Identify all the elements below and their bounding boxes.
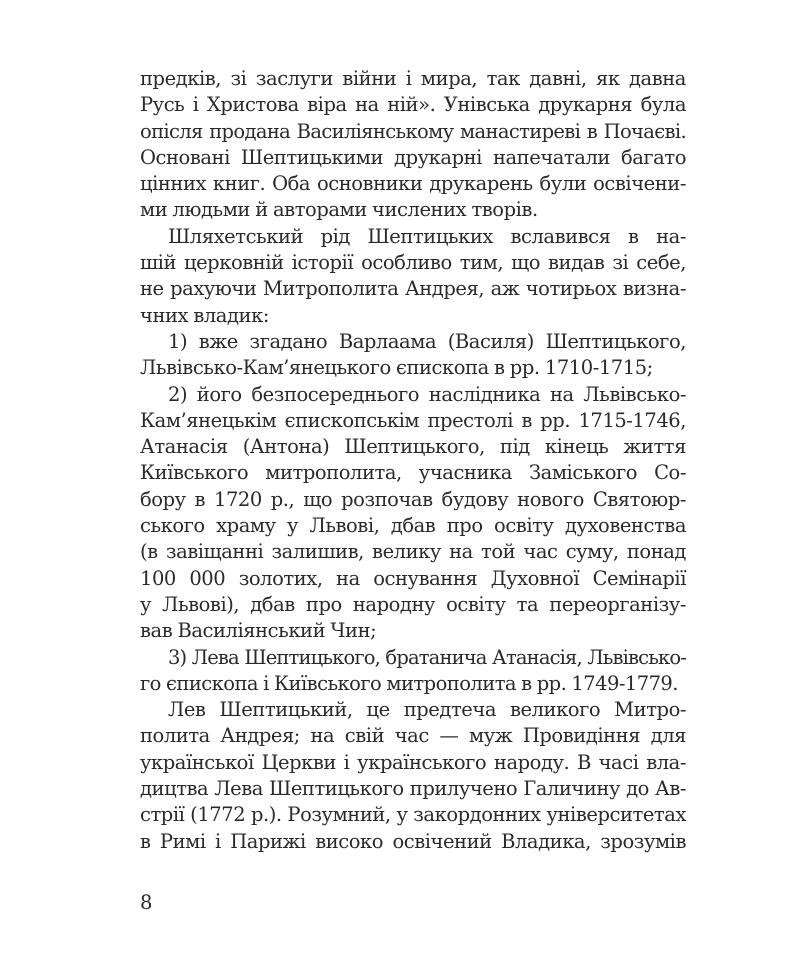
text-line: Київського митрополита, учасника Заміського Со- xyxy=(140,461,686,485)
text-line: Шляхетський рід Шептицьких вславився в на- xyxy=(168,224,686,248)
text-line: вав Василіянський Чин; xyxy=(140,619,377,643)
list-item-varlaam xyxy=(140,329,686,382)
page-number: 8 xyxy=(140,891,153,914)
text-line: чних владик: xyxy=(140,303,269,327)
text-line: Львівсько-Кам’янецького єпископа в рр. 1710-1715; xyxy=(140,356,653,380)
text-line: Основані Шептицькими друкарні напечатали багато xyxy=(140,145,686,169)
text-line: предків, зі заслуги війни і мира, так давні, як давна xyxy=(140,67,686,90)
paragraph-lev-sheptytsky xyxy=(140,697,686,855)
text-line: у Львові), дбав про народну освіту та переорганізу- xyxy=(140,592,686,616)
text-line: ми людьми й авторами числених творів. xyxy=(140,198,538,222)
text-line: стрії (1772 р.). Розумний, у закордонних університетах xyxy=(140,803,686,827)
text-line: полита Андрея; на свій час — муж Провидіння для xyxy=(140,724,686,748)
text-line: Русь і Христова віра на ній». Унівська друкарня була xyxy=(140,93,686,117)
paragraph-continuation xyxy=(140,66,686,224)
paragraph-sheptytsky-family xyxy=(140,224,686,329)
text-line: ського храму у Львові, дбав про освіту духовенства xyxy=(140,514,686,538)
list-item-lev xyxy=(140,645,686,698)
text-line: 2) його безпосереднього наслідника на Львівсько- xyxy=(168,382,686,406)
text-line: го єпископа і Київського митрополита в рр. 1749-1779. xyxy=(140,671,678,695)
text-line: Лев Шептицький, це предтеча великого Митро- xyxy=(168,698,686,722)
text-line: цінних книг. Оба основники друкарень були освічени- xyxy=(140,172,686,196)
text-line: Кам’янецькім єпископськім престолі в рр. 1715-1746, xyxy=(140,408,686,432)
text-line: не рахуючи Митрополита Андрея, аж чотирьох визна- xyxy=(140,277,686,301)
text-line: дицтва Лева Шептицького прилучено Галичину до Ав- xyxy=(140,777,686,801)
text-line: (в завіщанні залишив, велику на той час суму, понад xyxy=(140,540,686,564)
text-line: 1) вже згадано Варлаама (Василя) Шептицького, xyxy=(168,329,686,353)
text-line: опісля продана Василіянському манастиреві в Почаєві. xyxy=(140,119,686,143)
text-line: 3) Лева Шептицького, братанича Атанасія, Львівсько- xyxy=(168,645,686,669)
text-line: в Римі і Парижі високо освічений Владика, зрозумів xyxy=(140,829,686,853)
text-line: бору в 1720 р., що розпочав будову нового Святоюр- xyxy=(140,487,686,511)
text-line: української Церкви і українського народу. В часі вла- xyxy=(140,750,686,774)
text-line: шій церковній історії особливо тим, що видав зі себе, xyxy=(140,251,686,275)
text-line: 100 000 золотих, на оснування Духовної Семінарії xyxy=(140,566,686,590)
list-item-atanasiy xyxy=(140,382,686,645)
body-text xyxy=(140,66,686,855)
text-line: Атанасія (Антона) Шептицького, під кінець життя xyxy=(140,435,686,459)
